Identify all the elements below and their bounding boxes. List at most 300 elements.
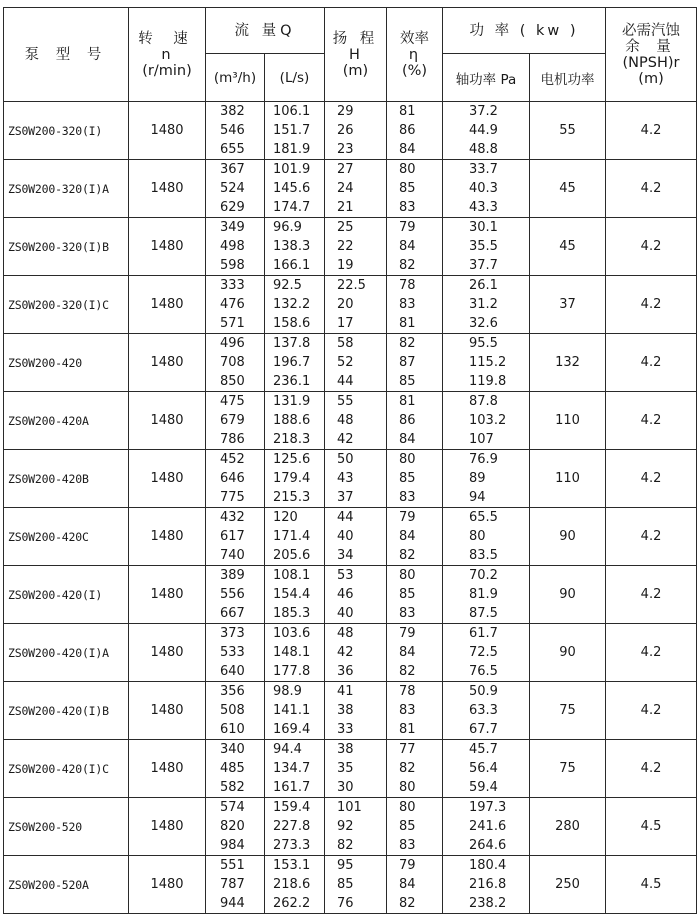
- shaft-power-cell-value: 80: [469, 529, 486, 544]
- head-cell-value: 36: [337, 664, 354, 679]
- flow-ls-cell-value: 94.4: [273, 742, 302, 757]
- motor-power-cell: 75: [530, 740, 606, 798]
- efficiency-cell: [387, 334, 443, 392]
- head-cell-value: 48: [337, 626, 354, 641]
- header-eff-label: 效率: [400, 30, 429, 47]
- efficiency-cell-value: 80: [399, 780, 416, 795]
- shaft-power-cell-value: 40.3: [469, 181, 498, 196]
- flow-ls-cell-value: 171.4: [273, 529, 311, 544]
- flow-ls-cell: [265, 160, 325, 218]
- head-cell-value: 52: [337, 355, 354, 370]
- efficiency-cell: [387, 856, 443, 914]
- speed-cell: 1480: [129, 856, 206, 914]
- shaft-power-cell-value: 115.2: [469, 355, 507, 370]
- shaft-power-cell-value: 44.9: [469, 123, 498, 138]
- flow-m3h-cell-value: 640: [220, 664, 245, 679]
- head-cell-value: 101: [337, 800, 362, 815]
- flow-ls-cell-value: 106.1: [273, 104, 311, 119]
- flow-m3h-cell: [206, 624, 265, 682]
- header-npsh-line2: 余 量: [625, 38, 677, 55]
- flow-m3h-cell-value: 349: [220, 220, 245, 235]
- head-cell-value: 76: [337, 896, 354, 911]
- flow-ls-cell-value: 273.3: [273, 838, 311, 853]
- flow-m3h-cell-value: 787: [220, 877, 245, 892]
- speed-cell: 1480: [129, 624, 206, 682]
- flow-ls-cell: [265, 276, 325, 334]
- flow-m3h-cell-value: 389: [220, 568, 245, 583]
- table-row: [4, 392, 697, 450]
- head-cell-value: 27: [337, 162, 354, 177]
- efficiency-cell-value: 77: [399, 742, 416, 757]
- head-cell-value: 48: [337, 413, 354, 428]
- shaft-power-cell: [443, 102, 530, 160]
- shaft-power-cell-value: 43.3: [469, 200, 498, 215]
- head-cell-value: 53: [337, 568, 354, 583]
- flow-ls-cell-value: 154.4: [273, 587, 311, 602]
- header-npsh-line4: (m): [638, 70, 664, 87]
- efficiency-cell-value: 78: [399, 278, 416, 293]
- flow-m3h-cell-value: 556: [220, 587, 245, 602]
- shaft-power-cell-value: 107: [469, 432, 494, 447]
- flow-ls-cell-value: 215.3: [273, 490, 311, 505]
- speed-cell: 1480: [129, 508, 206, 566]
- flow-m3h-cell-value: 496: [220, 336, 245, 351]
- flow-ls-cell-value: 141.1: [273, 703, 311, 718]
- efficiency-cell-value: 82: [399, 761, 416, 776]
- flow-ls-cell-value: 108.1: [273, 568, 311, 583]
- npsh-cell: 4.2: [606, 276, 697, 334]
- flow-ls-cell-value: 148.1: [273, 645, 311, 660]
- efficiency-cell-value: 85: [399, 374, 416, 389]
- speed-cell: 1480: [129, 102, 206, 160]
- pump-spec-table: [3, 7, 697, 914]
- efficiency-cell: [387, 624, 443, 682]
- shaft-power-cell-value: 67.7: [469, 722, 498, 737]
- efficiency-cell-value: 80: [399, 162, 416, 177]
- flow-ls-cell: [265, 566, 325, 624]
- flow-m3h-cell-value: 498: [220, 239, 245, 254]
- model-cell: ZS0W200-420B: [4, 450, 129, 508]
- table-row: [4, 508, 697, 566]
- flow-m3h-cell-value: 944: [220, 896, 245, 911]
- header-flow-ls-label: (L/s): [279, 69, 310, 86]
- shaft-power-cell-value: 76.5: [469, 664, 498, 679]
- motor-power-cell: 280: [530, 798, 606, 856]
- head-cell-value: 24: [337, 181, 354, 196]
- flow-ls-cell: [265, 740, 325, 798]
- table-row: [4, 450, 697, 508]
- flow-ls-cell-value: 166.1: [273, 258, 311, 273]
- flow-ls-cell-value: 132.2: [273, 297, 311, 312]
- header-speed: [129, 8, 206, 102]
- flow-ls-cell-value: 137.8: [273, 336, 311, 351]
- speed-cell: 1480: [129, 392, 206, 450]
- flow-m3h-cell-value: 485: [220, 761, 245, 776]
- flow-ls-cell-value: 134.7: [273, 761, 311, 776]
- shaft-power-cell: [443, 450, 530, 508]
- table-header: [4, 8, 697, 102]
- flow-ls-cell-value: 159.4: [273, 800, 311, 815]
- header-speed-symbol: n: [161, 46, 173, 63]
- efficiency-cell-value: 86: [399, 123, 416, 138]
- efficiency-cell-value: 82: [399, 548, 416, 563]
- efficiency-cell: [387, 566, 443, 624]
- efficiency-cell-value: 83: [399, 703, 416, 718]
- shaft-power-cell-value: 59.4: [469, 780, 498, 795]
- shaft-power-cell: [443, 334, 530, 392]
- head-cell-value: 19: [337, 258, 354, 273]
- flow-m3h-cell-value: 610: [220, 722, 245, 737]
- efficiency-cell-value: 85: [399, 587, 416, 602]
- npsh-cell: 4.2: [606, 334, 697, 392]
- head-cell-value: 21: [337, 200, 354, 215]
- header-shaft-power-label: 轴功率 Pa: [455, 71, 517, 88]
- flow-m3h-cell-value: 984: [220, 838, 245, 853]
- flow-ls-cell-value: 151.7: [273, 123, 311, 138]
- npsh-cell: 4.2: [606, 218, 697, 276]
- head-cell-value: 40: [337, 529, 354, 544]
- flow-ls-cell: [265, 450, 325, 508]
- flow-ls-cell-value: 236.1: [273, 374, 311, 389]
- speed-cell: 1480: [129, 218, 206, 276]
- flow-m3h-cell-value: 475: [220, 394, 245, 409]
- table-row: [4, 160, 697, 218]
- efficiency-cell-value: 84: [399, 529, 416, 544]
- flow-ls-cell-value: 103.6: [273, 626, 311, 641]
- head-cell-value: 44: [337, 510, 354, 525]
- motor-power-cell: 132: [530, 334, 606, 392]
- efficiency-cell-value: 83: [399, 297, 416, 312]
- flow-ls-cell-value: 218.3: [273, 432, 311, 447]
- table-row: [4, 218, 697, 276]
- header-head-unit: (m): [342, 62, 369, 79]
- flow-ls-cell-value: 161.7: [273, 780, 311, 795]
- shaft-power-cell-value: 81.9: [469, 587, 498, 602]
- efficiency-cell-value: 80: [399, 568, 416, 583]
- efficiency-cell-value: 82: [399, 896, 416, 911]
- efficiency-cell: [387, 450, 443, 508]
- efficiency-cell-value: 83: [399, 200, 416, 215]
- motor-power-cell: 110: [530, 392, 606, 450]
- shaft-power-cell-value: 70.2: [469, 568, 498, 583]
- flow-m3h-cell-value: 667: [220, 606, 245, 621]
- flow-m3h-cell-value: 356: [220, 684, 245, 699]
- flow-m3h-cell-value: 432: [220, 510, 245, 525]
- efficiency-cell-value: 78: [399, 684, 416, 699]
- shaft-power-cell-value: 95.5: [469, 336, 498, 351]
- efficiency-cell-value: 85: [399, 471, 416, 486]
- flow-m3h-cell-value: 582: [220, 780, 245, 795]
- head-cell-value: 22.5: [337, 278, 366, 293]
- flow-m3h-cell: [206, 218, 265, 276]
- motor-power-cell: 45: [530, 160, 606, 218]
- flow-m3h-cell: [206, 450, 265, 508]
- head-cell-value: 44: [337, 374, 354, 389]
- head-cell-value: 43: [337, 471, 354, 486]
- efficiency-cell: [387, 682, 443, 740]
- efficiency-cell-value: 80: [399, 452, 416, 467]
- model-cell: ZS0W200-520: [4, 798, 129, 856]
- motor-power-cell: 90: [530, 508, 606, 566]
- model-cell: ZS0W200-420C: [4, 508, 129, 566]
- flow-ls-cell-value: 188.6: [273, 413, 311, 428]
- flow-m3h-cell: [206, 160, 265, 218]
- flow-ls-cell-value: 138.3: [273, 239, 311, 254]
- header-flow-label: 流 量Q: [234, 22, 296, 39]
- head-cell: [325, 334, 387, 392]
- header-shaft-power: [443, 54, 530, 102]
- speed-cell: 1480: [129, 798, 206, 856]
- flow-m3h-cell-value: 367: [220, 162, 245, 177]
- head-cell: [325, 392, 387, 450]
- motor-power-cell: 90: [530, 566, 606, 624]
- motor-power-cell: 55: [530, 102, 606, 160]
- shaft-power-cell-value: 87.5: [469, 606, 498, 621]
- model-cell: ZS0W200-320(I)B: [4, 218, 129, 276]
- flow-m3h-cell-value: 546: [220, 123, 245, 138]
- head-cell: [325, 450, 387, 508]
- header-npsh-line3: (NPSH)r: [622, 54, 680, 71]
- head-cell-value: 41: [337, 684, 354, 699]
- head-cell-value: 30: [337, 780, 354, 795]
- header-npsh-line1: 必需汽蚀: [622, 22, 681, 39]
- efficiency-cell: [387, 740, 443, 798]
- flow-m3h-cell-value: 574: [220, 800, 245, 815]
- flow-m3h-cell-value: 571: [220, 316, 245, 331]
- shaft-power-cell-value: 56.4: [469, 761, 498, 776]
- flow-ls-cell: [265, 102, 325, 160]
- table-row: [4, 624, 697, 682]
- motor-power-cell: 45: [530, 218, 606, 276]
- model-cell: ZS0W200-420(I)C: [4, 740, 129, 798]
- efficiency-cell: [387, 160, 443, 218]
- efficiency-cell-value: 82: [399, 664, 416, 679]
- efficiency-cell-value: 81: [399, 316, 416, 331]
- flow-m3h-cell: [206, 798, 265, 856]
- header-model-label: 泵 型 号: [24, 46, 108, 63]
- flow-ls-cell-value: 96.9: [273, 220, 302, 235]
- shaft-power-cell-value: 76.9: [469, 452, 498, 467]
- shaft-power-cell-value: 241.6: [469, 819, 507, 834]
- shaft-power-cell-value: 30.1: [469, 220, 498, 235]
- flow-ls-cell-value: 262.2: [273, 896, 311, 911]
- flow-ls-cell-value: 227.8: [273, 819, 311, 834]
- flow-ls-cell: [265, 856, 325, 914]
- flow-m3h-cell: [206, 682, 265, 740]
- shaft-power-cell-value: 65.5: [469, 510, 498, 525]
- header-power: [443, 8, 606, 54]
- efficiency-cell: [387, 798, 443, 856]
- npsh-cell: 4.2: [606, 682, 697, 740]
- head-cell: [325, 566, 387, 624]
- flow-ls-cell: [265, 218, 325, 276]
- flow-ls-cell: [265, 798, 325, 856]
- shaft-power-cell: [443, 624, 530, 682]
- shaft-power-cell: [443, 160, 530, 218]
- header-eff-unit: (%): [401, 62, 428, 79]
- flow-ls-cell: [265, 682, 325, 740]
- shaft-power-cell-value: 83.5: [469, 548, 498, 563]
- npsh-cell: 4.2: [606, 450, 697, 508]
- efficiency-cell: [387, 508, 443, 566]
- npsh-cell: 4.2: [606, 566, 697, 624]
- shaft-power-cell-value: 61.7: [469, 626, 498, 641]
- flow-ls-cell-value: 145.6: [273, 181, 311, 196]
- efficiency-cell-value: 79: [399, 626, 416, 641]
- flow-m3h-cell-value: 476: [220, 297, 245, 312]
- head-cell-value: 42: [337, 432, 354, 447]
- efficiency-cell-value: 82: [399, 258, 416, 273]
- motor-power-cell: 37: [530, 276, 606, 334]
- shaft-power-cell: [443, 276, 530, 334]
- shaft-power-cell-value: 216.8: [469, 877, 507, 892]
- header-eff-symbol: η: [408, 46, 421, 63]
- model-cell: ZS0W200-420(I)A: [4, 624, 129, 682]
- npsh-cell: 4.2: [606, 508, 697, 566]
- shaft-power-cell: [443, 798, 530, 856]
- flow-m3h-cell-value: 598: [220, 258, 245, 273]
- flow-ls-cell-value: 196.7: [273, 355, 311, 370]
- speed-cell: 1480: [129, 682, 206, 740]
- flow-m3h-cell-value: 373: [220, 626, 245, 641]
- shaft-power-cell-value: 87.8: [469, 394, 498, 409]
- head-cell-value: 23: [337, 142, 354, 157]
- shaft-power-cell-value: 35.5: [469, 239, 498, 254]
- npsh-cell: 4.2: [606, 160, 697, 218]
- header-flow-m3h: [206, 54, 265, 102]
- head-cell-value: 42: [337, 645, 354, 660]
- head-cell-value: 38: [337, 742, 354, 757]
- shaft-power-cell-value: 45.7: [469, 742, 498, 757]
- model-cell: ZS0W200-520A: [4, 856, 129, 914]
- flow-m3h-cell-value: 617: [220, 529, 245, 544]
- flow-ls-cell: [265, 392, 325, 450]
- model-cell: ZS0W200-420A: [4, 392, 129, 450]
- shaft-power-cell-value: 72.5: [469, 645, 498, 660]
- model-cell: ZS0W200-420: [4, 334, 129, 392]
- flow-ls-cell-value: 205.6: [273, 548, 311, 563]
- header-head-label: 扬 程: [332, 30, 379, 47]
- flow-m3h-cell-value: 708: [220, 355, 245, 370]
- shaft-power-cell-value: 31.2: [469, 297, 498, 312]
- efficiency-cell-value: 84: [399, 142, 416, 157]
- flow-m3h-cell-value: 740: [220, 548, 245, 563]
- flow-m3h-cell-value: 820: [220, 819, 245, 834]
- speed-cell: 1480: [129, 566, 206, 624]
- shaft-power-cell-value: 103.2: [469, 413, 507, 428]
- motor-power-cell: 75: [530, 682, 606, 740]
- head-cell-value: 46: [337, 587, 354, 602]
- efficiency-cell-value: 79: [399, 858, 416, 873]
- table-row: [4, 566, 697, 624]
- efficiency-cell-value: 81: [399, 394, 416, 409]
- flow-m3h-cell: [206, 102, 265, 160]
- header-flow: [206, 8, 325, 54]
- shaft-power-cell: [443, 508, 530, 566]
- head-cell-value: 95: [337, 858, 354, 873]
- efficiency-cell: [387, 218, 443, 276]
- speed-cell: 1480: [129, 334, 206, 392]
- head-cell-value: 17: [337, 316, 354, 331]
- shaft-power-cell: [443, 740, 530, 798]
- head-cell-value: 33: [337, 722, 354, 737]
- shaft-power-cell-value: 33.7: [469, 162, 498, 177]
- efficiency-cell-value: 79: [399, 510, 416, 525]
- flow-ls-cell: [265, 624, 325, 682]
- npsh-cell: 4.5: [606, 798, 697, 856]
- head-cell: [325, 624, 387, 682]
- head-cell: [325, 276, 387, 334]
- header-speed-unit: (r/min): [142, 62, 192, 79]
- head-cell-value: 82: [337, 838, 354, 853]
- flow-m3h-cell: [206, 334, 265, 392]
- efficiency-cell-value: 87: [399, 355, 416, 370]
- shaft-power-cell-value: 180.4: [469, 858, 507, 873]
- flow-m3h-cell-value: 679: [220, 413, 245, 428]
- efficiency-cell-value: 80: [399, 800, 416, 815]
- flow-ls-cell-value: 174.7: [273, 200, 311, 215]
- header-efficiency: [387, 8, 443, 102]
- head-cell-value: 50: [337, 452, 354, 467]
- speed-cell: 1480: [129, 740, 206, 798]
- efficiency-cell: [387, 276, 443, 334]
- head-cell: [325, 160, 387, 218]
- flow-m3h-cell-value: 850: [220, 374, 245, 389]
- head-cell: [325, 740, 387, 798]
- shaft-power-cell-value: 37.2: [469, 104, 498, 119]
- shaft-power-cell-value: 119.8: [469, 374, 507, 389]
- efficiency-cell-value: 84: [399, 432, 416, 447]
- shaft-power-cell: [443, 856, 530, 914]
- head-cell: [325, 682, 387, 740]
- efficiency-cell-value: 83: [399, 838, 416, 853]
- model-cell: ZS0W200-320(I): [4, 102, 129, 160]
- shaft-power-cell-value: 32.6: [469, 316, 498, 331]
- head-cell-value: 38: [337, 703, 354, 718]
- shaft-power-cell-value: 94: [469, 490, 486, 505]
- table-row: [4, 740, 697, 798]
- motor-power-cell: 110: [530, 450, 606, 508]
- speed-cell: 1480: [129, 160, 206, 218]
- head-cell: [325, 508, 387, 566]
- flow-ls-cell: [265, 508, 325, 566]
- npsh-cell: 4.2: [606, 624, 697, 682]
- model-cell: ZS0W200-420(I)B: [4, 682, 129, 740]
- head-cell-value: 25: [337, 220, 354, 235]
- flow-m3h-cell-value: 340: [220, 742, 245, 757]
- flow-m3h-cell: [206, 566, 265, 624]
- head-cell-value: 20: [337, 297, 354, 312]
- shaft-power-cell-value: 264.6: [469, 838, 507, 853]
- shaft-power-cell: [443, 566, 530, 624]
- header-npsh: [606, 8, 697, 102]
- header-motor-power-label: 电机功率: [540, 71, 595, 88]
- shaft-power-cell-value: 197.3: [469, 800, 507, 815]
- flow-m3h-cell: [206, 856, 265, 914]
- header-head-symbol: H: [349, 46, 362, 63]
- flow-ls-cell-value: 185.3: [273, 606, 311, 621]
- head-cell-value: 55: [337, 394, 354, 409]
- header-motor-power: [530, 54, 606, 102]
- flow-ls-cell-value: 131.9: [273, 394, 311, 409]
- header-power-label: 功 率 ( kw ): [469, 22, 579, 39]
- shaft-power-cell: [443, 218, 530, 276]
- efficiency-cell-value: 83: [399, 606, 416, 621]
- model-cell: ZS0W200-320(I)A: [4, 160, 129, 218]
- motor-power-cell: 250: [530, 856, 606, 914]
- npsh-cell: 4.2: [606, 392, 697, 450]
- head-cell-value: 40: [337, 606, 354, 621]
